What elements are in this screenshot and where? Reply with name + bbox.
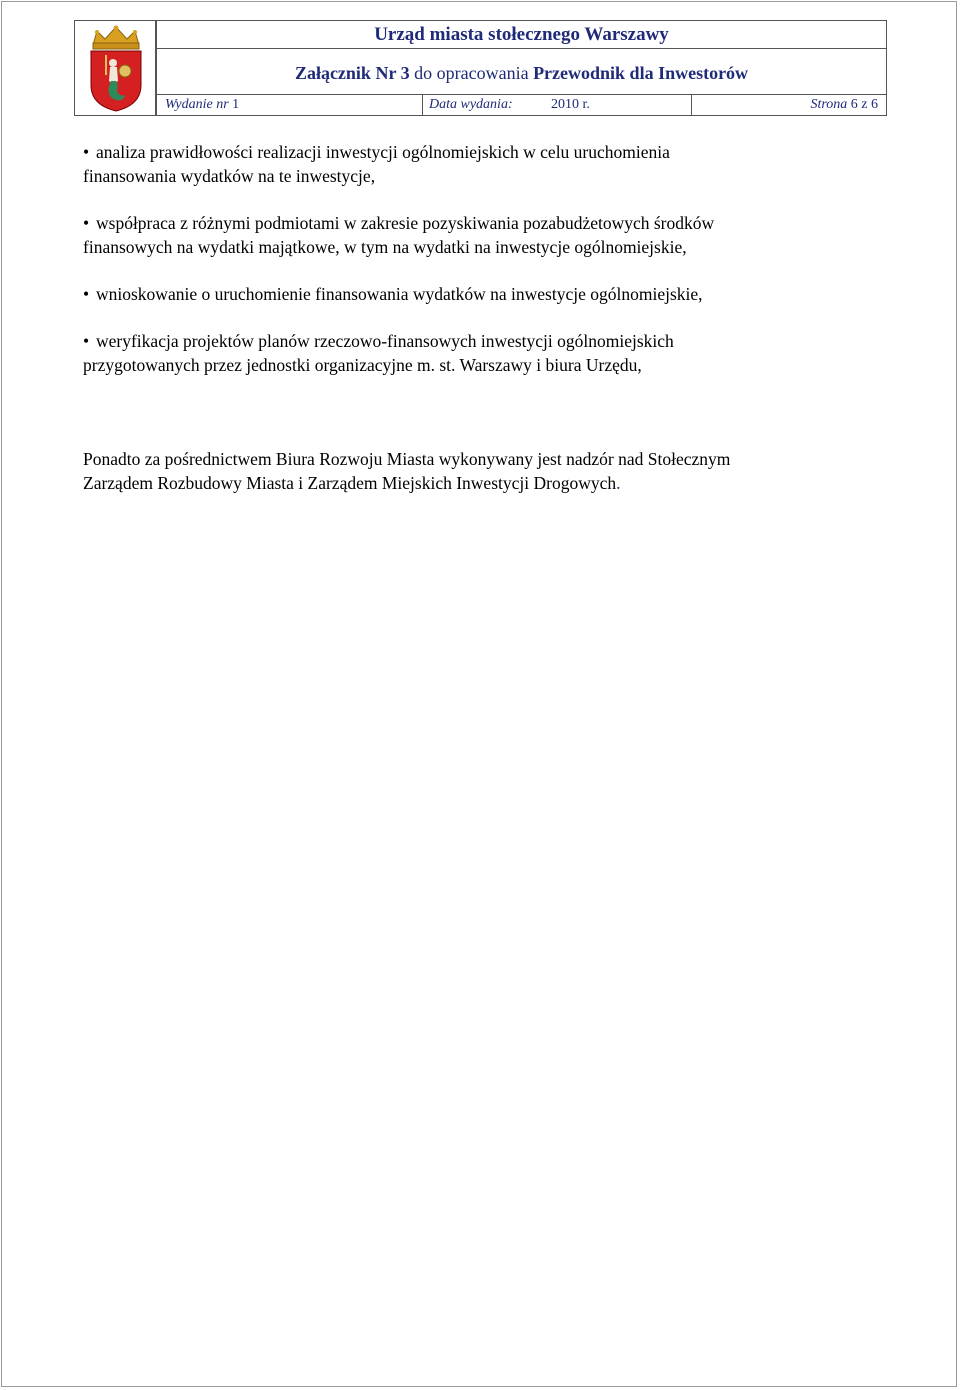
header-subtitle: [157, 63, 886, 84]
page-number-cell: [692, 95, 886, 115]
bullet-text-line1: analiza prawidłowości realizacji inwestycji ogólnomiejskich w celu uruchomienia: [96, 142, 670, 162]
header-title: Urząd miasta stołecznego Warszawy: [374, 24, 669, 45]
subtitle-annex: Załącznik Nr 3: [294, 63, 410, 83]
bullet-dot: •: [83, 142, 90, 162]
bullet-text-line2: finansowych na wydatki majątkowe, w tym na wydatki na inwestycje ogólnomiejskie,: [83, 237, 687, 257]
bullet-text-line2: przygotowanych przez jednostki organizacyjne m. st. Warszawy i biura Urzędu,: [83, 355, 642, 375]
date-label: Data wydania:: [429, 97, 513, 112]
header-info-row: [156, 94, 887, 116]
subtitle-connector: do opracowania: [409, 63, 534, 83]
document-body: [83, 140, 883, 495]
closing-paragraph: [83, 447, 883, 495]
edition-cell: [157, 95, 423, 115]
bullet-item: [83, 329, 883, 377]
edition-value: 1: [228, 97, 240, 112]
date-value: 2010 r.: [533, 95, 692, 115]
document-header: [74, 20, 887, 116]
page-value: 6 z 6: [847, 97, 878, 112]
bullet-dot: •: [83, 284, 90, 304]
warsaw-coat-of-arms-icon: [83, 23, 149, 113]
paragraph-line2-wrap: [83, 471, 883, 495]
bullet-text-line1: weryfikacja projektów planów rzeczowo-finansowych inwestycji ogólnomiejskich: [96, 331, 674, 351]
paragraph-line1: Ponadto za pośrednictwem Biura Rozwoju Miasta wykonywany jest nadzór nad Stołecznym: [83, 449, 731, 469]
bullet-text-line1: współpraca z różnymi podmiotami w zakresie pozyskiwania pozabudżetowych środków: [96, 213, 715, 233]
edition-label: Wydanie nr: [165, 97, 229, 112]
paragraph-end-dot: .: [616, 473, 621, 493]
logo-cell: [74, 20, 156, 116]
bullet-item: [83, 140, 883, 188]
bullet-item: [83, 211, 883, 259]
bullet-dot: •: [83, 213, 90, 233]
bullet-text-line2: finansowania wydatków na te inwestycje,: [83, 166, 376, 186]
bullet-dot: •: [83, 331, 90, 351]
bullet-text-line1: wnioskowanie o uruchomienie finansowania wydatków na inwestycje ogólnomiejskie,: [96, 284, 703, 304]
header-title-row: [156, 20, 887, 48]
header-subtitle-row: [156, 48, 887, 94]
bullet-item: [83, 282, 883, 306]
page-label: Strona: [810, 97, 848, 112]
paragraph-line2: Zarządem Rozbudowy Miasta i Zarządem Miejskich Inwestycji Drogowych: [83, 473, 617, 493]
subtitle-guide: Przewodnik dla Inwestorów: [533, 63, 749, 83]
